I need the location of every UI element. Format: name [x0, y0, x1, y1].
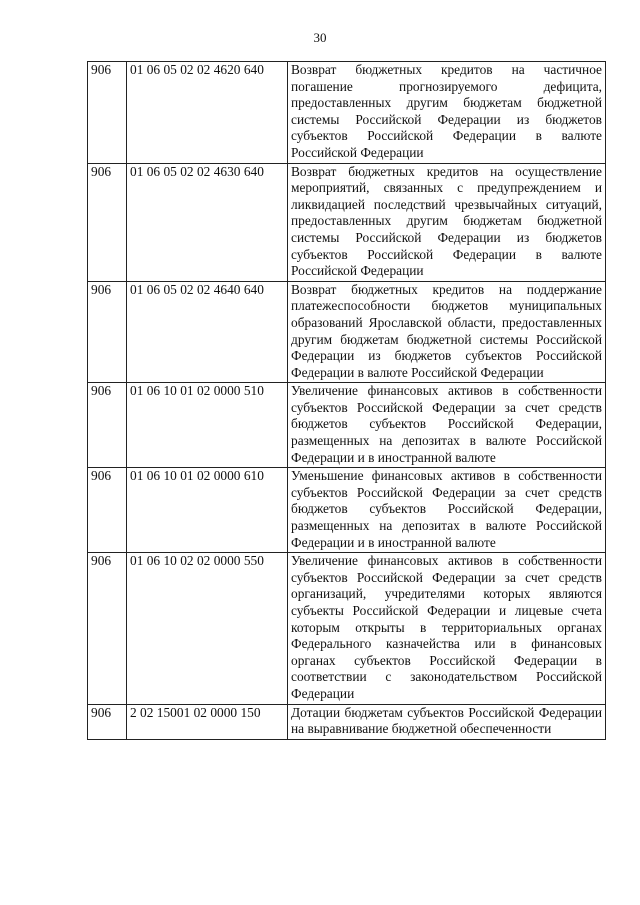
budget-classification-code-cell: 01 06 05 02 02 4640 640 — [127, 281, 288, 383]
administrator-code-cell: 906 — [88, 553, 127, 704]
budget-classification-code-cell: 01 06 10 02 02 0000 550 — [127, 553, 288, 704]
administrator-code-cell: 906 — [88, 704, 127, 739]
administrator-code-cell: 906 — [88, 383, 127, 468]
code-description-cell: Увеличение финансовых активов в собственности субъектов Российской Федерации за счет средств организаций, учредителями которых являются субъекты Российской Федерации и лицевые счета которым открыты в территориальных органах Федерального казначейства или в финансовых органах субъектов Российской Федерации в соответствии с законодательством Российской Федерации — [288, 553, 606, 704]
administrator-code-cell: 906 — [88, 163, 127, 281]
table-row — [88, 553, 606, 704]
budget-classification-code-cell: 2 02 15001 02 0000 150 — [127, 704, 288, 739]
budget-classification-code-cell: 01 06 05 02 02 4630 640 — [127, 163, 288, 281]
table-row — [88, 62, 606, 164]
budget-code-table — [87, 61, 606, 740]
page-number: 30 — [313, 30, 327, 45]
code-description-cell: Уменьшение финансовых активов в собственности субъектов Российской Федерации за счет средств бюджетов субъектов Российской Федерации, размещенных на депозитах в валюте Российской Федерации и в иностранной валюте — [288, 468, 606, 553]
budget-classification-code-cell: 01 06 05 02 02 4620 640 — [127, 62, 288, 164]
table-row — [88, 281, 606, 383]
code-description-cell: Возврат бюджетных кредитов на осуществление мероприятий, связанных с предупреждением и ликвидацией последствий чрезвычайных ситуаций, предоставленных другим бюджетам бюджетной системы Российской Федерации из бюджетов субъектов Российской Федерации в валюте Российской Федерации — [288, 163, 606, 281]
table-row — [88, 383, 606, 468]
table-row — [88, 163, 606, 281]
budget-classification-code-cell: 01 06 10 01 02 0000 510 — [127, 383, 288, 468]
code-description-cell: Дотации бюджетам субъектов Российской Федерации на выравнивание бюджетной обеспеченности — [288, 704, 606, 739]
code-description-cell: Увеличение финансовых активов в собственности субъектов Российской Федерации за счет средств бюджетов субъектов Российской Федерации, размещенных на депозитах в валюте Российской Федерации и в иностранной валюте — [288, 383, 606, 468]
administrator-code-cell: 906 — [88, 281, 127, 383]
budget-classification-code-cell: 01 06 10 01 02 0000 610 — [127, 468, 288, 553]
administrator-code-cell: 906 — [88, 468, 127, 553]
code-description-cell: Возврат бюджетных кредитов на поддержание платежеспособности бюджетов муниципальных образований Ярославской области, предоставленных другим бюджетам бюджетной системы Российской Федерации из бюджетов субъектов Российской Федерации в валюте Российской Федерации — [288, 281, 606, 383]
table-row — [88, 468, 606, 553]
administrator-code-cell: 906 — [88, 62, 127, 164]
code-description-cell: Возврат бюджетных кредитов на частичное погашение прогнозируемого дефицита, предоставленных другим бюджетам бюджетной системы Российской Федерации из бюджетов субъектов Российской Федерации в валюте Российской Федерации — [288, 62, 606, 164]
table-row — [88, 704, 606, 739]
